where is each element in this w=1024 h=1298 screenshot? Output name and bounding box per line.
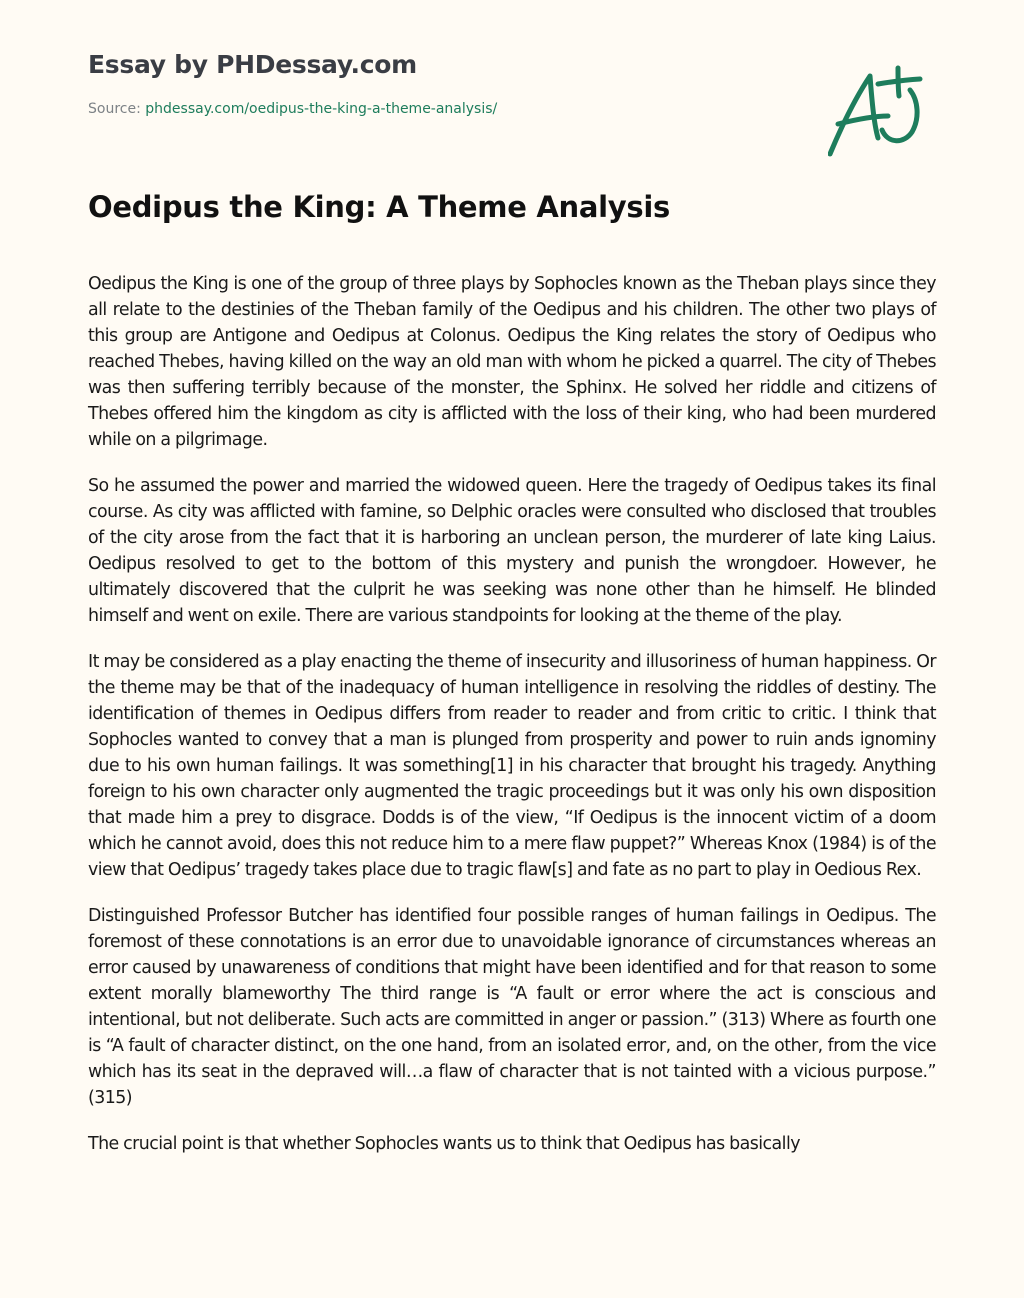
site-brand: Essay by PHDessay.com (88, 50, 417, 79)
source-label: Source: (88, 101, 146, 117)
essay-title: Oedipus the King: A Theme Analysis (88, 190, 670, 224)
source-link[interactable]: phdessay.com/oedipus-the-king-a-theme-analysis/ (145, 101, 498, 117)
essay-paragraph: Oedipus the King is one of the group of three plays by Sophocles known as the Theban plays since they all relate to the destinies of the Theban family of the Oedipus and his children. The other two plays of this group are Antigone and Oedipus at Colonus. Oedipus the King relates the story of Oedipus who reached Thebes, having killed on the way an old man with whom he picked a quarrel. The city of Thebes was then suffering terribly because of the monster, the Sphinx. He solved her riddle and citizens of Thebes offered him the kingdom as city is afflicted with the loss of their king, who had been murdered while on a pilgrimage. (88, 274, 936, 450)
essay-paragraph: Distinguished Professor Butcher has identified four possible ranges of human failings in Oedipus. The foremost of these connotations is an error due to unavoidable ignorance of circumstances whereas an error caused by unawareness of conditions that might have been identified and for that reason to some extent morally blameworthy The third range is “A fault or error where the act is conscious and intentional, but not deliberate. Such acts are committed in anger or passion.” (313) Where as fourth one is “A fault of character distinct, on the one hand, from an isolated error, and, on the other, from the vice which has its seat in the depraved will…a flaw of character that is not tainted with a vicious purpose.” (315) (88, 906, 936, 1108)
essay-paragraph: So he assumed the power and married the widowed queen. Here the tragedy of Oedipus takes its final course. As city was afflicted with famine, so Delphic oracles were consulted who disclosed that troubles of the city arose from the fact that it is harboring an unclean person, the murderer of late king Laius. Oedipus resolved to get to the bottom of this mystery and punish the wrongdoer. However, he ultimately discovered that the culprit he was seeking was none other than he himself. He blinded himself and went on exile. There are various standpoints for looking at the theme of the play. (88, 476, 936, 626)
a-plus-grade-icon (828, 62, 938, 162)
essay-body (88, 271, 936, 1177)
essay-paragraph: It may be considered as a play enacting the theme of insecurity and illusoriness of human happiness. Or the theme may be that of the inadequacy of human intelligence in resolving the riddles of destiny. The identification of themes in Oedipus differs from reader to reader and from critic to critic. I think that Sophocles wanted to convey that a man is plunged from prosperity and power to ruin ands ignominy due to his own human failings. It was something[1] in his character that brought his tragedy. Anything foreign to his own character only augmented the tragic proceedings but it was only his own disposition that made him a prey to disgrace. Dodds is of the view, “If Oedipus is the innocent victim of a doom which he cannot avoid, does this not reduce him to a mere flaw puppet?” Whereas Knox (1984) is of the view that Oedipus’ tragedy takes place due to tragic flaw[s] and fate as no part to play in Oedious Rex. (88, 652, 936, 880)
essay-paragraph: The crucial point is that whether Sophocles wants us to think that Oedipus has basically (88, 1134, 800, 1154)
source-line (88, 101, 497, 117)
